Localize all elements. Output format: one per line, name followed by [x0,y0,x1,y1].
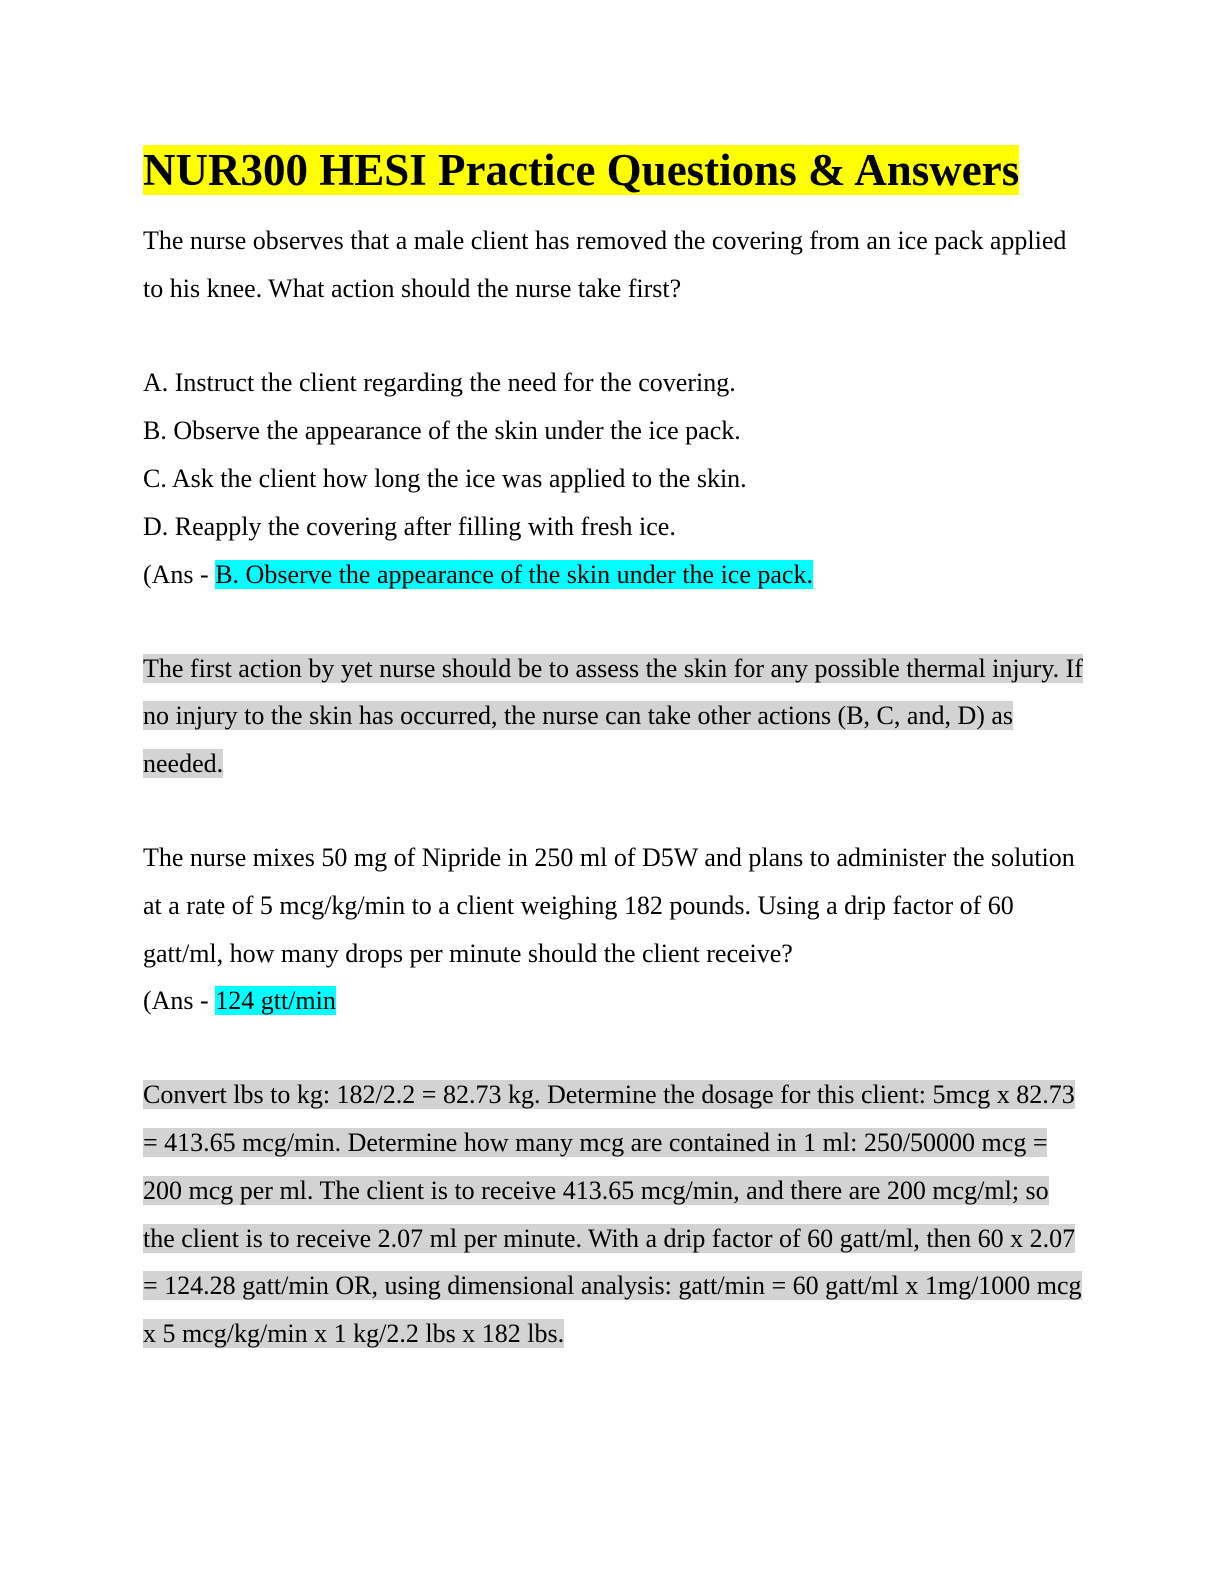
explanation-highlight: The first action by yet nurse should be to assess the skin for any possible thermal injury. If no injury to the skin has occurred, the nurse can take other actions (B, C, and, D) as needed. [143,653,1083,779]
question-2-stem: The nurse mixes 50 mg of Nipride in 250 ml of D5W and plans to administer the solution at a rate of 5 mcg/kg/min to a client weighing 182 pounds. Using a drip factor of 60 gatt/ml, how many drops per minute should the client receive? [143,842,1075,968]
question-2 [143,834,1083,1358]
question-2-explanation [143,1071,1083,1358]
option-d: D. Reapply the covering after filling with fresh ice. [143,511,676,541]
answer-prefix: (Ans - [143,986,216,1016]
option-b: B. Observe the appearance of the skin under the ice pack. [143,415,741,445]
document-page [143,140,1083,1358]
answer-highlight: B. Observe the appearance of the skin under the ice pack. [215,559,813,589]
title-highlight: NUR300 HESI Practice Questions & Answers [143,145,1020,195]
option-c: C. Ask the client how long the ice was applied to the skin. [143,463,747,493]
question-1-answer [143,551,1083,599]
question-1-explanation [143,645,1083,788]
document-title [143,140,1083,200]
answer-prefix: (Ans - [143,559,216,589]
explanation-highlight: Convert lbs to kg: 182/2.2 = 82.73 kg. Determine the dosage for this client: 5mcg x 82.73 = 413.65 mcg/min. Determine how many mcg are contained in 1 ml: 250/50000 mcg = 200 mcg per ml. The client is to receive 413.65 mcg/min, and there are 200 mcg/ml; so the client is to receive 2.07 ml per minute. With a drip factor of 60 gatt/ml, then 60 x 2.07 = 124.28 gatt/min OR, using dimensional analysis: gatt/min = 60 gatt/ml x 1mg/1000 mcg x 5 mcg/kg/min x 1 kg/2.2 lbs x 182 lbs. [143,1080,1082,1349]
question-1 [143,217,1083,788]
option-a: A. Instruct the client regarding the need for the covering. [143,367,736,397]
answer-highlight: 124 gtt/min [215,986,336,1016]
question-1-options [143,359,1083,599]
question-2-answer [143,977,1083,1025]
question-1-stem: The nurse observes that a male client has removed the covering from an ice pack applied to his knee. What action should the nurse take first? [143,226,1067,303]
